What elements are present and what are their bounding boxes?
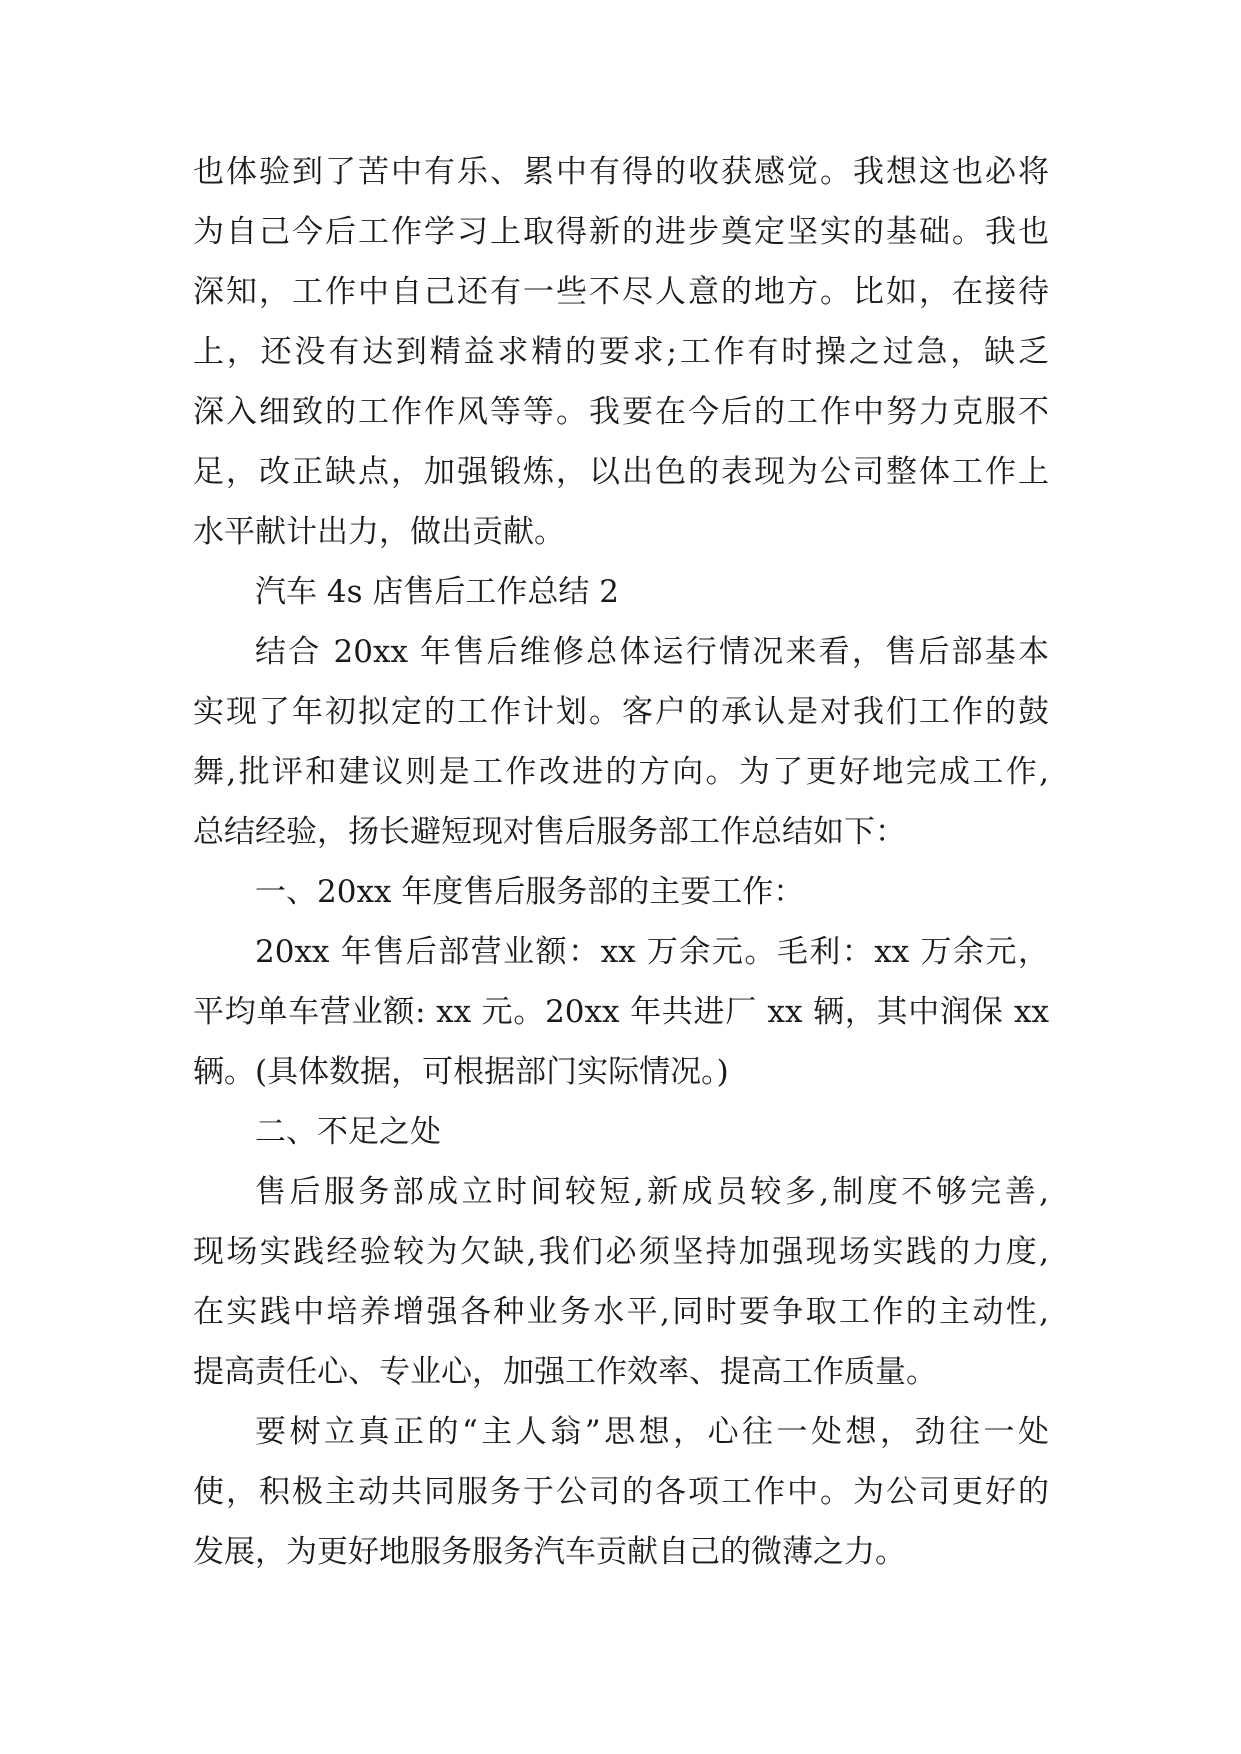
body-text-line: 总结经验，扬长避短现对售后服务部工作总结如下： (193, 814, 906, 850)
body-text-line: 舞,批评和建议则是工作改进的方向。为了更好地完成工作, (193, 754, 1049, 790)
body-text-line: 水平献计出力，做出贡献。 (193, 514, 565, 550)
section-heading: 汽车 4s 店售后工作总结 2 (255, 574, 619, 610)
body-text-line: 平均单车营业额: xx 元。20xx 年共进厂 xx 辆，其中润保 xx (193, 994, 1049, 1030)
subsection-heading: 二、不足之处 (255, 1114, 441, 1150)
body-text-line: 为自己今后工作学习上取得新的进步奠定坚实的基础。我也 (193, 214, 1049, 250)
body-text-line: 结合 20xx 年售后维修总体运行情况来看，售后部基本 (255, 634, 1049, 670)
body-text-line: 现场实践经验较为欠缺,我们必须坚持加强现场实践的力度, (193, 1234, 1049, 1270)
body-text-line: 在实践中培养增强各种业务水平,同时要争取工作的主动性, (193, 1294, 1049, 1330)
body-text-line: 发展，为更好地服务服务汽车贡献自己的微薄之力。 (193, 1534, 906, 1570)
body-text-line: 提高责任心、专业心，加强工作效率、提高工作质量。 (193, 1354, 937, 1390)
body-text-line: 上，还没有达到精益求精的要求;工作有时操之过急，缺乏 (193, 334, 1049, 370)
body-text-line: 使，积极主动共同服务于公司的各项工作中。为公司更好的 (193, 1474, 1049, 1510)
body-text-line: 深入细致的工作作风等等。我要在今后的工作中努力克服不 (193, 394, 1049, 430)
body-text-line: 深知，工作中自己还有一些不尽人意的地方。比如，在接待 (193, 274, 1049, 310)
body-text-line: 要树立真正的“主人翁”思想，心往一处想，劲往一处 (255, 1414, 1049, 1450)
body-text-line: 实现了年初拟定的工作计划。客户的承认是对我们工作的鼓 (193, 694, 1049, 730)
body-text-line: 辆。(具体数据，可根据部门实际情况。) (193, 1054, 729, 1090)
body-text-line: 也体验到了苦中有乐、累中有得的收获感觉。我想这也必将 (193, 154, 1049, 190)
body-text-line: 售后服务部成立时间较短,新成员较多,制度不够完善, (255, 1174, 1049, 1210)
body-text-line: 足，改正缺点，加强锻炼，以出色的表现为公司整体工作上 (193, 454, 1049, 490)
body-text-line: 20xx 年售后部营业额：xx 万余元。毛利：xx 万余元， (255, 934, 1049, 970)
subsection-heading: 一、20xx 年度售后服务部的主要工作： (255, 874, 805, 910)
